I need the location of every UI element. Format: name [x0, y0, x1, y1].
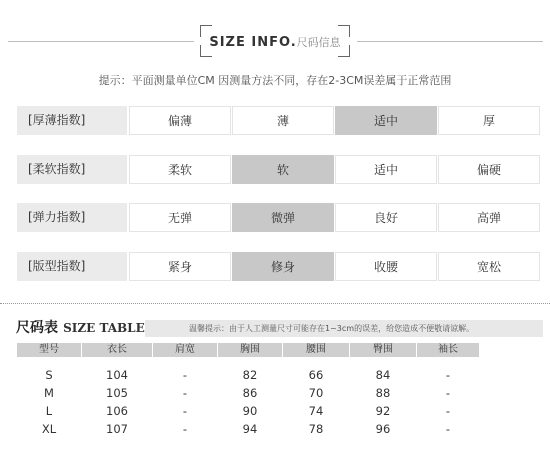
size-table-title — [16, 317, 145, 337]
index-label: [版型指数] — [17, 252, 127, 281]
size-table-title-cn: 尺码表 — [16, 320, 58, 336]
index-option: 偏硬 — [438, 155, 540, 184]
table-cell: - — [182, 386, 188, 400]
table-cell: S — [45, 368, 53, 382]
table-cell: 106 — [106, 404, 128, 418]
table-cell: 107 — [106, 422, 128, 436]
header-title-en: SIZE INFO. — [209, 35, 297, 50]
table-cell: 82 — [242, 368, 258, 382]
measurement-tip: 提示：平面测量单位CM 因测量方法不同，存在2-3CM误差属于正常范围 — [98, 74, 452, 87]
index-option: 厚 — [438, 106, 540, 135]
table-cell: 105 — [106, 386, 128, 400]
table-cell: 104 — [106, 368, 128, 382]
index-label: [弹力指数] — [17, 203, 127, 232]
size-table-title-en: SIZE TABLE — [63, 321, 145, 335]
index-option: 无弹 — [129, 203, 231, 232]
index-row-fit — [17, 252, 542, 281]
index-option: 适中 — [335, 155, 437, 184]
column-header: 臀围 — [350, 343, 416, 357]
index-row-thickness — [17, 106, 542, 135]
header-frame — [200, 25, 350, 57]
column-header: 腰围 — [283, 343, 349, 357]
section-divider — [0, 303, 550, 304]
index-option: 薄 — [232, 106, 334, 135]
index-option: 宽松 — [438, 252, 540, 281]
column-header: 型号 — [17, 343, 81, 357]
table-row — [17, 384, 480, 402]
table-cell: 70 — [308, 386, 324, 400]
column-header: 袖长 — [417, 343, 479, 357]
table-cell: XL — [41, 422, 57, 436]
table-cell: - — [182, 368, 188, 382]
index-option-selected: 适中 — [335, 106, 437, 135]
index-option: 柔软 — [129, 155, 231, 184]
index-label: [柔软指数] — [17, 155, 127, 184]
index-option: 偏薄 — [129, 106, 231, 135]
size-table-header — [17, 343, 480, 357]
table-cell: 96 — [375, 422, 391, 436]
index-option-selected: 修身 — [232, 252, 334, 281]
table-cell: - — [182, 422, 188, 436]
table-cell: - — [445, 386, 451, 400]
table-cell: 92 — [375, 404, 391, 418]
index-label: [厚薄指数] — [17, 106, 127, 135]
table-row — [17, 420, 480, 438]
table-cell: 74 — [308, 404, 324, 418]
index-option: 高弹 — [438, 203, 540, 232]
table-cell: L — [45, 404, 53, 418]
table-row — [17, 402, 480, 420]
table-cell: - — [445, 368, 451, 382]
header-rule-right — [357, 41, 543, 42]
table-cell: - — [445, 422, 451, 436]
table-cell: M — [44, 386, 54, 400]
column-header: 衣长 — [82, 343, 152, 357]
table-cell: 90 — [242, 404, 258, 418]
table-cell: 94 — [242, 422, 258, 436]
index-row-elasticity — [17, 203, 542, 232]
table-cell: 78 — [308, 422, 324, 436]
table-cell: 84 — [375, 368, 391, 382]
size-table-note: 温馨提示：由于人工测量尺寸可能存在1~3cm的误差，给您造成不便敬请谅解。 — [145, 320, 543, 337]
table-cell: 88 — [375, 386, 391, 400]
table-row — [17, 366, 480, 384]
table-cell: - — [445, 404, 451, 418]
table-cell: - — [182, 404, 188, 418]
column-header: 胸围 — [218, 343, 282, 357]
header-title-cn: 尺码信息 — [296, 36, 341, 49]
index-option: 收腰 — [335, 252, 437, 281]
header-title — [200, 25, 350, 57]
table-cell: 66 — [308, 368, 324, 382]
table-cell: 86 — [242, 386, 258, 400]
index-row-softness — [17, 155, 542, 184]
index-option: 良好 — [335, 203, 437, 232]
index-option-selected: 软 — [232, 155, 334, 184]
index-option: 紧身 — [129, 252, 231, 281]
column-header: 肩宽 — [153, 343, 217, 357]
index-option-selected: 微弹 — [232, 203, 334, 232]
header-rule-left — [8, 41, 194, 42]
